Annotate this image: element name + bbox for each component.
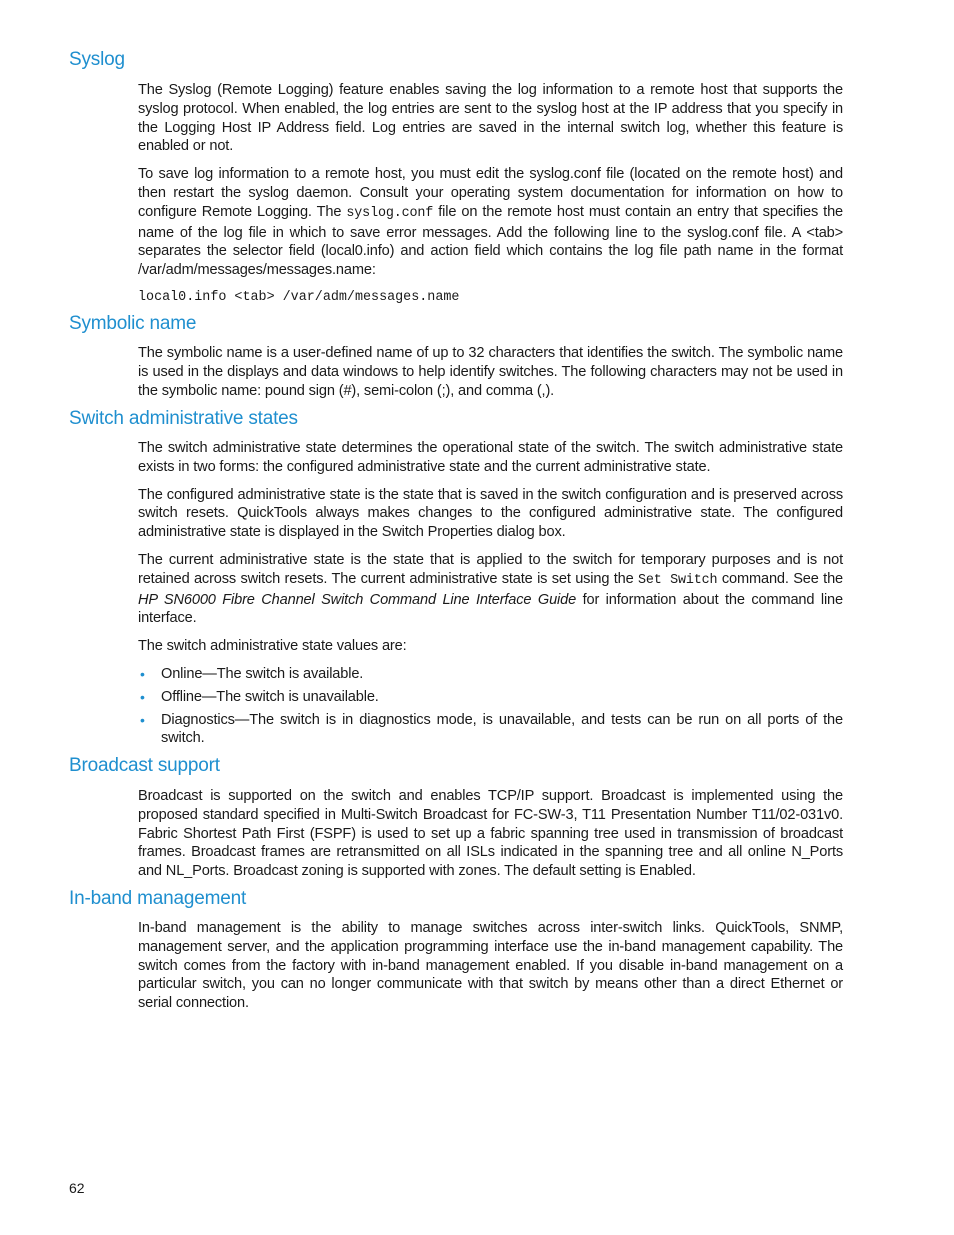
heading-admin-states: Switch administrative states bbox=[69, 408, 298, 429]
broadcast-paragraph-1: Broadcast is supported on the switch and enables TCP/IP support. Broadcast is implemented using the proposed standard specified in Multi-Switch Broadcast for FC-SW-3, T11 Presentation Number T11/02-031v0. Fabric Shortest Path First (FSPF) is used to set up a fabric spanning tree used in transmission of broadcast frames. Broadcast frames are retransmitted on all ISLs indicated in the spanning tree and all online N_Ports and NL_Ports. Broadcast zoning is supported with zones. The default setting is Enabled. bbox=[138, 788, 843, 880]
syslog-paragraph-1: The Syslog (Remote Logging) feature enables saving the log information to a remote host that supports the syslog protocol. When enabled, the log entries are sent to the syslog host at the IP address that you specify in the Logging Host IP Address field. Log entries are saved in the internal switch log, whether this feature is enabled or not. bbox=[138, 82, 843, 155]
list-item-text: Online—The switch is available. bbox=[161, 665, 364, 682]
section-inband-management bbox=[138, 919, 843, 1022]
set-switch-code: Set Switch bbox=[638, 572, 718, 588]
inband-paragraph-1: In-band management is the ability to manage switches across inter-switch links. QuickTools, SNMP, management server, and the application programming interface use the in-band management capability. The switch comes from the factory with in-band management enabled. If you disable in-band management on a particular switch, you can no longer communicate with that switch by means other than a direct Ethernet or serial connection. bbox=[138, 920, 843, 1012]
admin-states-paragraph-3-text-c: for information about the command line interface. bbox=[138, 591, 843, 627]
bullet-icon: • bbox=[140, 688, 145, 705]
admin-states-paragraph-1: The switch administrative state determines the operational state of the switch. The switch administrative state exists in two forms: the configured administrative state and the current administrative state. bbox=[138, 440, 843, 475]
syslog-paragraph-2 bbox=[138, 165, 843, 280]
syslog-paragraph-2-text-b: file on the remote host must contain an entry that specifies the name of the log file in which to save error messages. Add the following line to the syslog.conf file. A <tab> separates the selector field (local0.info) and action field which contains the log file path name in the format /var/adm/messages/messages.name: bbox=[138, 203, 844, 279]
syslog-paragraph-2-text-a: To save log information to a remote host, you must edit the syslog.conf file (located on the remote host) and then restart the syslog daemon. Consult your operating system documentation for information on how to configure Remote Logging. The bbox=[138, 166, 843, 220]
heading-syslog: Syslog bbox=[69, 49, 125, 70]
admin-states-paragraph-4: The switch administrative state values are: bbox=[138, 638, 407, 655]
heading-broadcast-support: Broadcast support bbox=[69, 755, 220, 776]
section-symbolic-name bbox=[138, 344, 843, 409]
section-syslog bbox=[138, 81, 843, 308]
list-item-text: Offline—The switch is unavailable. bbox=[161, 688, 379, 705]
symbolic-name-paragraph-1: The symbolic name is a user-defined name of up to 32 characters that identifies the switch. The symbolic name is used in the displays and data windows to help identify switches. The following characters may not be used in the symbolic name: pound sign (#), semi-colon (;), and comma (,). bbox=[138, 345, 843, 399]
list-item-text: Diagnostics—The switch is in diagnostics mode, is unavailable, and tests can be run on all ports of the switch. bbox=[161, 711, 843, 747]
section-broadcast-support bbox=[138, 787, 843, 890]
admin-states-paragraph-3-text-a: The current administrative state is the state that is applied to the switch for temporary purposes and is not retained across switch resets. The current administrative state is set using the bbox=[138, 551, 843, 587]
bullet-icon: • bbox=[140, 665, 145, 682]
list-item bbox=[138, 688, 843, 707]
cli-guide-title: HP SN6000 Fibre Channel Switch Command Line Interface Guide bbox=[138, 591, 577, 608]
section-admin-states bbox=[138, 439, 843, 752]
admin-states-list bbox=[138, 665, 843, 748]
list-item bbox=[138, 711, 843, 749]
admin-states-paragraph-2: The configured administrative state is the state that is saved in the switch configuration and is preserved across switch resets. QuickTools always makes changes to the configured administrative state. The configured administrative state is displayed in the Switch Properties dialog box. bbox=[138, 486, 843, 541]
list-item bbox=[138, 665, 843, 684]
heading-symbolic-name: Symbolic name bbox=[69, 313, 197, 334]
syslog-conf-code: syslog.conf bbox=[346, 205, 434, 221]
admin-states-paragraph-3 bbox=[138, 551, 843, 628]
bullet-icon: • bbox=[140, 711, 145, 728]
page-number: 62 bbox=[69, 1180, 85, 1196]
heading-inband-management: In-band management bbox=[69, 888, 247, 909]
admin-states-paragraph-3-text-b: command. See the bbox=[717, 570, 843, 587]
syslog-code-example: local0.info <tab> /var/adm/messages.name bbox=[138, 289, 460, 305]
